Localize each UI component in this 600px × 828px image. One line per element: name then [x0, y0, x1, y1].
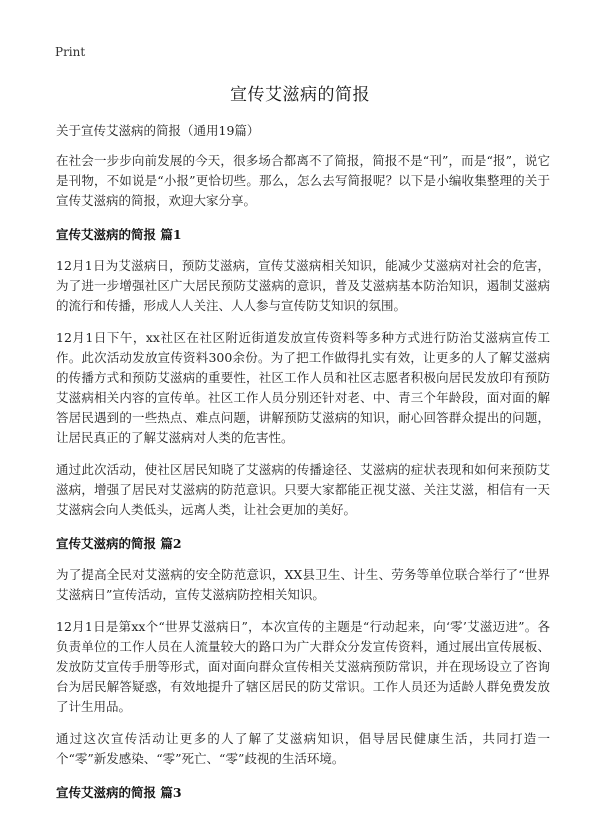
- section-heading-1: 宣传艾滋病的简报 篇1: [56, 227, 182, 242]
- document-body: [56, 121, 550, 814]
- document-title: 宣传艾滋病的简报: [230, 85, 370, 105]
- intro-paragraph: 在社会一步步向前发展的今天，很多场合都离不了简报，简报不是“刊”，而是“报”，说它是刊物，不如说是“小报”更恰切些。那么，怎么去写简报呢？以下是小编收集整理的关于宣传艾滋病的简报，欢迎大家分享。: [56, 153, 550, 208]
- print-link[interactable]: Print: [55, 45, 86, 59]
- section-2-paragraph-1: 为了提高全民对艾滋病的安全防范意识，XX县卫生、计生、劳务等单位联合举行了“世界艾滋病日”宣传活动，宣传艾滋病防控相关知识。: [56, 567, 550, 602]
- section-1-paragraph-2: 12月1日下午，xx社区在社区附近街道发放宣传资料等多种方式进行防治艾滋病宣传工作。此次活动发放宣传资料300余份。为了把工作做得扎实有效，让更多的人了解艾滋病的传播方式和预防艾滋病的重要性，社区工作人员和社区志愿者积极向居民发放印有预防艾滋病相关内容的宣传单。社区工作人员分别还针对老、中、青三个年龄段，面对面的解答居民遇到的一些热点、难点问题，讲解预防艾滋病的知识，耐心回答群众提出的问题，让居民真正的了解艾滋病对人类的危害性。: [56, 330, 550, 445]
- section-heading-3: 宣传艾滋病的简报 篇3: [56, 785, 182, 800]
- section-2-paragraph-2: 12月1日是第xx个“世界艾滋病日”，本次宣传的主题是“行动起来，向‘零’艾滋迈进”。各负责单位的工作人员在人流量较大的路口为广大群众分发宣传资料，通过展出宣传展板、发放防艾宣传手册等形式，面对面向群众宣传相关艾滋病预防常识，并在现场设立了咨询台为居民解答疑惑，有效地提升了辖区居民的防艾常识。工作人员还为适龄人群免费发放了计生用品。: [56, 619, 550, 714]
- section-1-paragraph-1: 12月1日为艾滋病日，预防艾滋病，宣传艾滋病相关知识，能减少艾滋病对社会的危害，为了进一步增强社区广大居民预防艾滋病的意识，普及艾滋病基本防治知识，遏制艾滋病的流行和传播，形成人人关注、人人参与宣传防艾知识的氛围。: [56, 258, 550, 313]
- section-2-paragraph-3: 通过这次宣传活动让更多的人了解了艾滋病知识，倡导居民健康生活，共同打造一个“零”新发感染、“零”死亡、“零”歧视的生活环境。: [56, 731, 550, 766]
- document-subtitle: 关于宣传艾滋病的简报（通用19篇）: [56, 123, 260, 138]
- section-heading-2: 宣传艾滋病的简报 篇2: [56, 536, 182, 551]
- section-1-paragraph-3: 通过此次活动，使社区居民知晓了艾滋病的传播途径、艾滋病的症状表现和如何来预防艾滋病，增强了居民对艾滋病的防范意识。只要大家都能正视艾滋、关注艾滋，相信有一天艾滋病会向人类低头，远离人类，让社会更加的美好。: [56, 462, 550, 517]
